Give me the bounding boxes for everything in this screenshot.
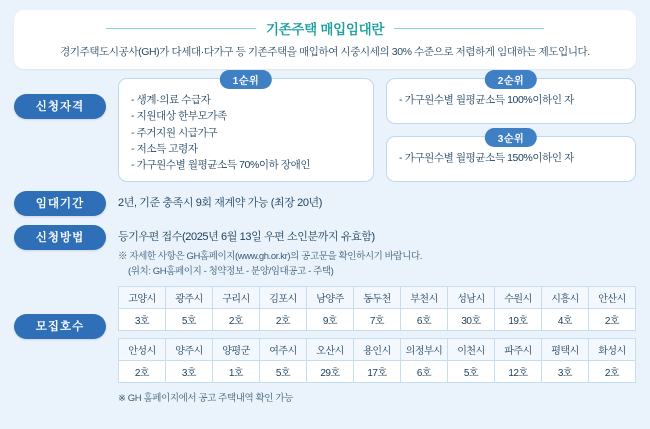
table-cell: 7호 xyxy=(354,309,401,331)
rank1-box xyxy=(118,78,374,182)
divider-left xyxy=(106,28,256,29)
table-header-cell: 구리시 xyxy=(213,287,260,309)
table-cell: 29호 xyxy=(307,361,354,383)
method-note: ※ 자세한 사항은 GH홈페이지(www.gh.or.kr)의 공고문을 확인하시기 바랍니다. xyxy=(118,251,422,263)
table-header-cell: 양평군 xyxy=(213,339,260,361)
label-method: 신청방법 xyxy=(14,225,106,250)
method-note-location: (위치: GH홈페이지 - 청약정보 - 분양/임대공고 - 주택) xyxy=(128,266,334,278)
table-header-cell: 오산시 xyxy=(307,339,354,361)
list-item: - 생계·의료 수급자 xyxy=(131,92,363,108)
label-units: 모집호수 xyxy=(14,314,106,339)
section-period xyxy=(14,191,636,216)
table-cell: 19호 xyxy=(495,309,542,331)
table-cell: 3호 xyxy=(119,309,166,331)
intro-banner xyxy=(14,10,636,69)
table-cell: 2호 xyxy=(119,361,166,383)
rank23-stack xyxy=(386,78,636,182)
table-cell: 5호 xyxy=(166,309,213,331)
table-header-cell: 남양주 xyxy=(307,287,354,309)
table-header-cell: 수원시 xyxy=(495,287,542,309)
table-header-cell: 김포시 xyxy=(260,287,307,309)
banner-subtitle: 경기주택도시공사(GH)가 다세대·다가구 등 기존주택을 매입하여 시중시세의 30% 수준으로 저렴하게 임대하는 제도입니다. xyxy=(60,46,590,58)
rank3-badge: 3순위 xyxy=(485,128,537,147)
table-header-cell: 용인시 xyxy=(354,339,401,361)
table-row xyxy=(119,287,636,309)
table-cell: 2호 xyxy=(589,309,636,331)
units-footnote: ※ GH 홈페이지에서 공고 주택내역 확인 가능 xyxy=(118,393,293,405)
table-row xyxy=(119,339,636,361)
table-row xyxy=(119,309,636,331)
city-table-2 xyxy=(118,338,636,383)
section-units xyxy=(14,286,636,404)
table-cell: 1호 xyxy=(213,361,260,383)
rank3-text: - 가구원수별 월평균소득 150%이하인 자 xyxy=(399,150,625,165)
table-header-cell: 파주시 xyxy=(495,339,542,361)
table-header-cell: 평택시 xyxy=(542,339,589,361)
table-cell: 5호 xyxy=(448,361,495,383)
table-cell: 30호 xyxy=(448,309,495,331)
table-row xyxy=(119,361,636,383)
table-header-cell: 성남시 xyxy=(448,287,495,309)
method-content xyxy=(118,225,422,277)
period-text: 2년, 기준 충족시 9회 재계약 가능 (최장 20년) xyxy=(118,197,323,210)
table-cell: 17호 xyxy=(354,361,401,383)
table-cell: 4호 xyxy=(542,309,589,331)
units-tables xyxy=(118,286,636,404)
rank2-badge: 2순위 xyxy=(485,70,537,89)
method-text: 등기우편 접수(2025년 6월 13일 우편 소인분까지 유효함) xyxy=(118,231,375,244)
rank2-box xyxy=(386,78,636,124)
section-qualification xyxy=(14,78,636,182)
table-header-cell: 광주시 xyxy=(166,287,213,309)
rank1-list xyxy=(131,92,363,173)
table-cell: 2호 xyxy=(213,309,260,331)
table-cell: 9호 xyxy=(307,309,354,331)
table-header-cell: 의정부시 xyxy=(401,339,448,361)
table-cell: 2호 xyxy=(589,361,636,383)
section-method xyxy=(14,225,636,277)
table-cell: 3호 xyxy=(166,361,213,383)
table-cell: 6호 xyxy=(401,361,448,383)
table-cell: 12호 xyxy=(495,361,542,383)
table-header-cell: 이천시 xyxy=(448,339,495,361)
label-qualification: 신청자격 xyxy=(14,94,106,119)
table-header-cell: 양주시 xyxy=(166,339,213,361)
table-header-cell: 안성시 xyxy=(119,339,166,361)
table-header-cell: 동두천 xyxy=(354,287,401,309)
table-header-cell: 화성시 xyxy=(589,339,636,361)
rank2-text: - 가구원수별 월평균소득 100%이하인 자 xyxy=(399,92,625,107)
table-header-cell: 여주시 xyxy=(260,339,307,361)
table-cell: 3호 xyxy=(542,361,589,383)
table-header-cell: 부천시 xyxy=(401,287,448,309)
list-item: - 가구원수별 월평균소득 70%이하 장애인 xyxy=(131,157,363,173)
list-item: - 주거지원 시급가구 xyxy=(131,125,363,141)
divider-right xyxy=(394,28,544,29)
table-header-cell: 고양시 xyxy=(119,287,166,309)
banner-title-row xyxy=(24,18,626,38)
table-cell: 2호 xyxy=(260,309,307,331)
banner-title: 기존주택 매입임대란 xyxy=(265,22,385,37)
city-table-1 xyxy=(118,286,636,331)
qualification-content xyxy=(118,78,636,182)
list-item: - 지원대상 한부모가족 xyxy=(131,108,363,124)
table-header-cell: 시흥시 xyxy=(542,287,589,309)
label-period: 임대기간 xyxy=(14,191,106,216)
table-header-cell: 안산시 xyxy=(589,287,636,309)
table-cell: 5호 xyxy=(260,361,307,383)
rank3-box xyxy=(386,136,636,182)
rank1-badge: 1순위 xyxy=(220,70,272,89)
table-cell: 6호 xyxy=(401,309,448,331)
list-item: - 저소득 고령자 xyxy=(131,141,363,157)
